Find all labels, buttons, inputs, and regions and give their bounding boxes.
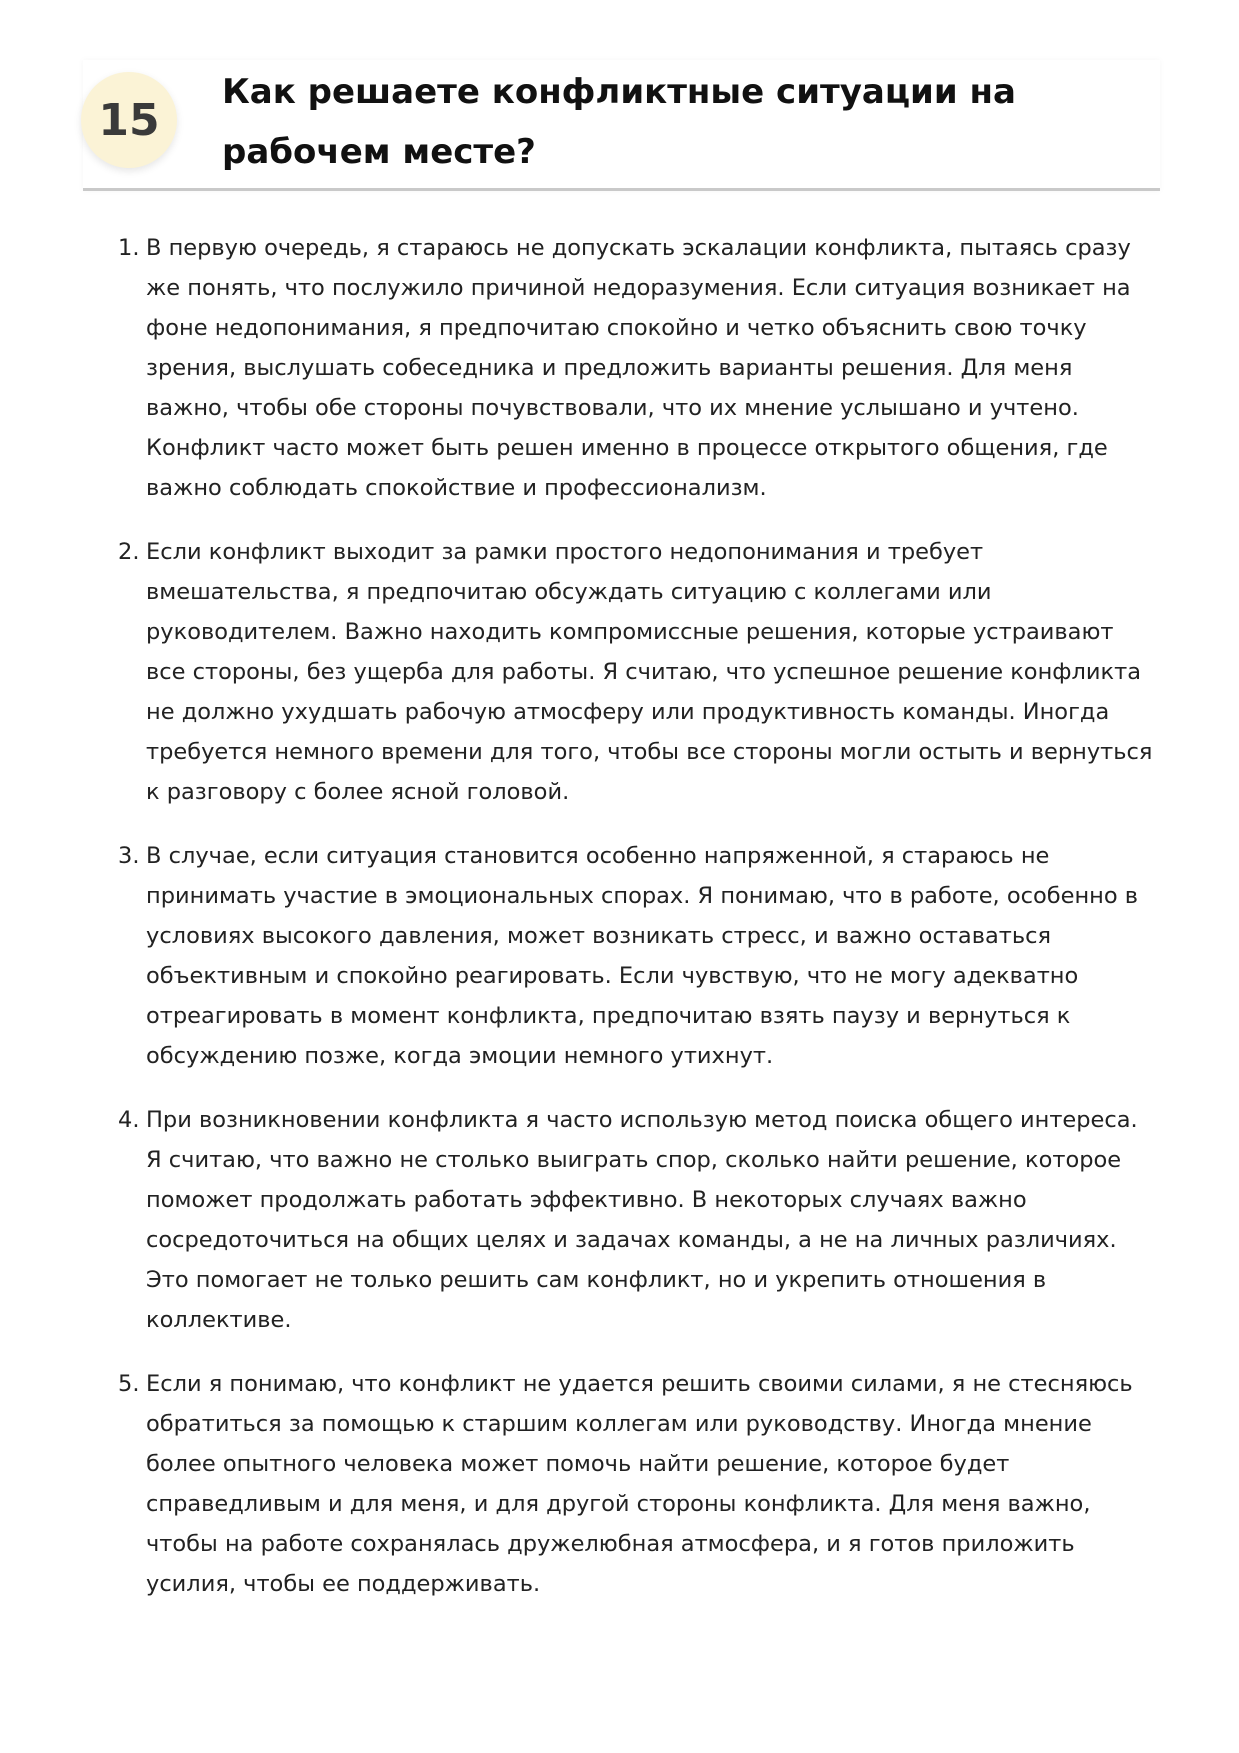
answer-text: В первую очередь, я стараюсь не допускать эскалации конфликта, пытаясь сразу же понять, что послужило причиной недоразумения. Если ситуация возникает на фоне недопонимания, я предпочитаю спокойно и четко объяснить свою точку зрения, выслушать собеседника и предложить варианты решения. Для меня важно, чтобы обе стороны почувствовали, что их мнение услышано и учтено. Конфликт часто может быть решен именно в процессе открытого общения, где важно соблюдать спокойствие и профессионализм. xyxy=(146,235,1131,501)
answer-number: 5. xyxy=(118,1371,140,1397)
answer-item xyxy=(100,228,1160,508)
answer-number: 3. xyxy=(118,843,140,869)
question-number-badge: 15 xyxy=(81,72,177,168)
answer-item xyxy=(100,532,1160,812)
question-title: Как решаете конфликтные ситуации на рабочем месте? xyxy=(222,72,1016,172)
answer-text: При возникновении конфликта я часто использую метод поиска общего интереса. Я считаю, что важно не столько выиграть спор, сколько найти решение, которое поможет продолжать работать эффективно. В некоторых случаях важно сосредоточиться на общих целях и задачах команды, а не на личных различиях. Это помогает не только решить сам конфликт, но и укрепить отношения в коллективе. xyxy=(146,1107,1138,1333)
answer-text: Если я понимаю, что конфликт не удается решить своими силами, я не стесняюсь обратиться за помощью к старшим коллегам или руководству. Иногда мнение более опытного человека может помочь найти решение, которое будет справедливым и для меня, и для другой стороны конфликта. Для меня важно, чтобы на работе сохранялась дружелюбная атмосфера, и я готов приложить усилия, чтобы ее поддерживать. xyxy=(146,1371,1133,1597)
answer-list xyxy=(100,228,1160,1628)
question-header xyxy=(83,60,1160,191)
answer-item xyxy=(100,1364,1160,1604)
answer-item xyxy=(100,1100,1160,1340)
answer-text: Если конфликт выходит за рамки простого недопонимания и требует вмешательства, я предпочитаю обсуждать ситуацию с коллегами или руководителем. Важно находить компромиссные решения, которые устраивают все стороны, без ущерба для работы. Я считаю, что успешное решение конфликта не должно ухудшать рабочую атмосферу или продуктивность команды. Иногда требуется немного времени для того, чтобы все стороны могли остыть и вернуться к разговору с более ясной головой. xyxy=(146,539,1153,805)
answer-text: В случае, если ситуация становится особенно напряженной, я стараюсь не принимать участие в эмоциональных спорах. Я понимаю, что в работе, особенно в условиях высокого давления, может возникать стресс, и важно оставаться объективным и спокойно реагировать. Если чувствую, что не могу адекватно отреагировать в момент конфликта, предпочитаю взять паузу и вернуться к обсуждению позже, когда эмоции немного утихнут. xyxy=(146,843,1139,1069)
answer-number: 4. xyxy=(118,1107,140,1133)
answer-number: 1. xyxy=(118,235,140,261)
answer-number: 2. xyxy=(118,539,140,565)
answer-item xyxy=(100,836,1160,1076)
